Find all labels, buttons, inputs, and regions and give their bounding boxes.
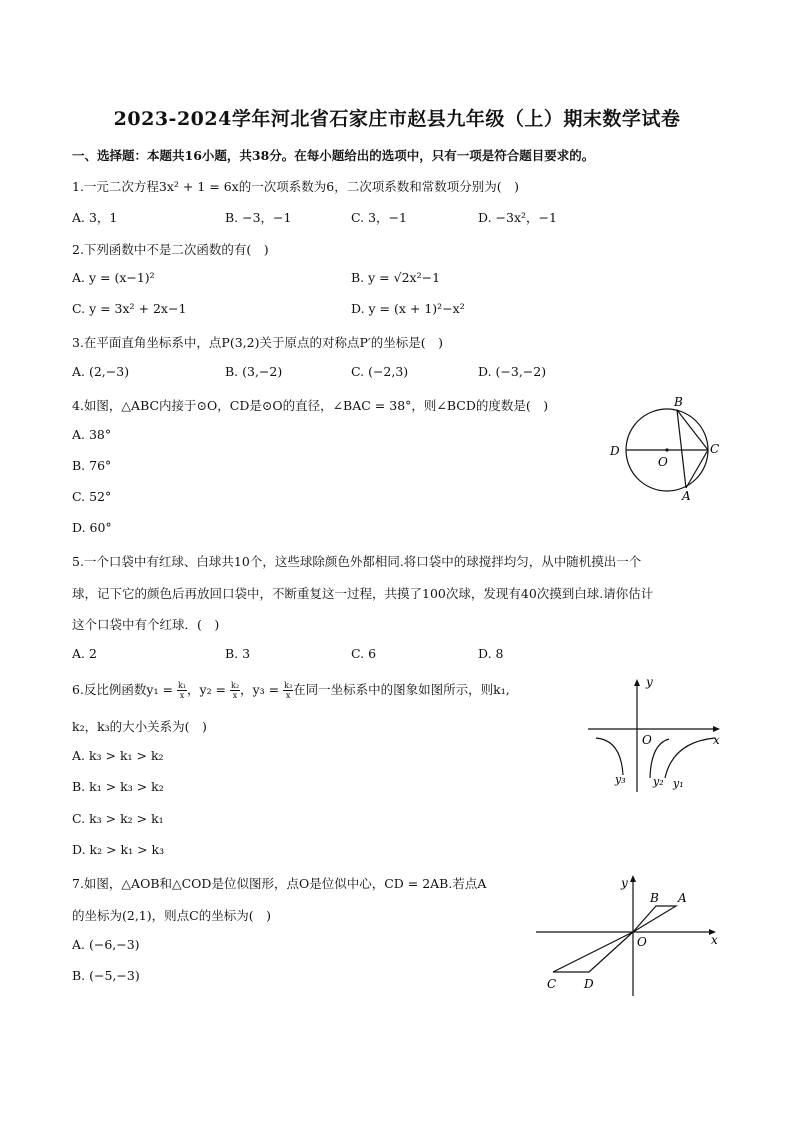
q5-option-d: D. 8: [478, 646, 504, 661]
label-b: B: [650, 891, 659, 905]
q3-option-b: B. (3,−2): [225, 364, 283, 379]
q3-option-d: D. (−3,−2): [478, 364, 547, 379]
q4-stem: 4.如图，△ABC内接于⊙O，CD是⊙O的直径，∠BAC = 38°，则∠BCD的度数是( ): [72, 398, 549, 413]
q5-line-1: 5.一个口袋中有红球、白球共10个，这些球除颜色外都相同.将口袋中的球搅拌均匀，从中随机摸出一个: [72, 554, 642, 569]
triangle-aob: [633, 906, 676, 932]
label-x: x: [713, 733, 720, 747]
q6-option-d: D. k₂ > k₁ > k₃: [72, 842, 165, 857]
label-o: O: [637, 935, 647, 949]
label-d: D: [610, 444, 620, 458]
q6-line-2: k₂，k₃的大小关系为( ): [72, 719, 207, 734]
q1-option-b: B. −3，−1: [225, 210, 292, 225]
q3-stem: 3.在平面直角坐标系中，点P(3,2)关于原点的对称点P′的坐标是( ): [72, 335, 443, 350]
fraction-k1-over-x: [177, 681, 187, 700]
q7-line-1: 7.如图，△AOB和△COD是位似图形，点O是位似中心，CD = 2AB.若点A: [72, 876, 487, 891]
segment-ac: [686, 450, 708, 488]
q2-option-a: A. y = (x−1)²: [72, 270, 155, 285]
section-heading: 一、选择题：本题共16小题，共38分。在每小题给出的选项中，只有一项是符合题目要求的。: [72, 148, 595, 163]
page-title: 2023-2024学年河北省石家庄市赵县九年级（上）期末数学试卷: [113, 108, 681, 130]
q5-option-b: B. 3: [225, 646, 251, 661]
label-y3: y₃: [615, 773, 626, 786]
fraction-k2-den: x: [232, 691, 238, 700]
label-c: C: [710, 442, 720, 456]
fraction-k2-over-x: [230, 681, 240, 700]
fraction-k1-den: x: [179, 691, 185, 700]
label-a: A: [678, 891, 687, 905]
q6-hyperbola-figure: [583, 672, 728, 797]
q1-option-c: C. 3，−1: [351, 210, 407, 225]
q3-option-a: A. (2,−3): [72, 364, 130, 379]
q6-stem-pre: 6.反比例函数y: [72, 682, 154, 697]
fraction-k3-num: k₃: [284, 681, 293, 690]
q4-option-b: B. 76°: [72, 458, 112, 473]
fraction-k2-num: k₂: [231, 681, 240, 690]
q7-line-2: 的坐标为(2,1)，则点C的坐标为( ): [72, 908, 271, 923]
fraction-k3-den: x: [285, 691, 291, 700]
label-y1: y₁: [673, 777, 684, 790]
segment-ba: [677, 410, 686, 488]
label-d: D: [584, 977, 594, 991]
fraction-k1-num: k₁: [177, 681, 187, 690]
q3-option-c: C. (−2,3): [351, 364, 409, 379]
curve-y3: [596, 738, 623, 775]
q6-stem: [72, 680, 510, 700]
q4-option-c: C. 52°: [72, 489, 112, 504]
q2-option-c: C. y = 3x² + 2x−1: [72, 301, 187, 316]
q4-circle-figure: [604, 390, 734, 505]
q6-stem-post: 在同一坐标系中的图象如图所示，则k₁,: [293, 682, 510, 697]
q2-option-d: D. y = (x + 1)²−x²: [351, 301, 465, 316]
q1-stem: 1.一元二次方程3x² + 1 = 6x的一次项系数为6，二次项系数和常数项分别为( ): [72, 179, 519, 194]
q7-option-a: A. (−6,−3): [72, 937, 140, 952]
q1-option-d: D. −3x²，−1: [478, 210, 557, 225]
label-o: O: [642, 733, 652, 747]
q1-option-a: A. 3，1: [72, 210, 118, 225]
q7-option-b: B. (−5,−3): [72, 968, 140, 983]
q6-option-b: B. k₁ > k₃ > k₂: [72, 779, 164, 794]
label-o: O: [658, 455, 668, 469]
q5-line-3: 这个口袋中有个红球．( ): [72, 617, 220, 632]
q7-homothety-figure: [533, 866, 728, 1001]
q4-option-d: D. 60°: [72, 520, 112, 535]
label-b: B: [674, 395, 683, 409]
y-axis-arrow: [634, 679, 640, 686]
q6-y2-eq: ，y₂ =: [187, 682, 227, 697]
q5-option-a: A. 2: [72, 646, 97, 661]
label-x: x: [711, 933, 718, 947]
q6-option-a: A. k₃ > k₁ > k₂: [72, 748, 164, 763]
x-axis-arrow: [713, 726, 720, 732]
curve-y1: [665, 738, 715, 778]
label-y2: y₂: [653, 775, 664, 788]
q5-line-2: 球，记下它的颜色后再放回口袋中，不断重复这一过程，共摸了100次球，发现有40次摸到白球.请你估计: [72, 586, 654, 601]
triangle-cod: [553, 932, 633, 972]
q6-option-c: C. k₃ > k₂ > k₁: [72, 811, 164, 826]
q5-option-c: C. 6: [351, 646, 377, 661]
q6-y3-eq: ，y₃ =: [240, 682, 280, 697]
label-a: A: [682, 489, 691, 503]
label-y: y: [646, 675, 653, 689]
center-point: [665, 448, 668, 451]
y-axis-arrow: [630, 875, 636, 882]
q4-option-a: A. 38°: [72, 427, 112, 442]
label-y: y: [621, 876, 628, 890]
q6-y1-eq: ₁ =: [153, 682, 173, 697]
q2-stem: 2.下列函数中不是二次函数的有( ): [72, 242, 269, 257]
label-c: C: [547, 977, 557, 991]
fraction-k3-over-x: [283, 681, 293, 700]
q2-option-b: B. y = √2x²−1: [351, 270, 441, 285]
